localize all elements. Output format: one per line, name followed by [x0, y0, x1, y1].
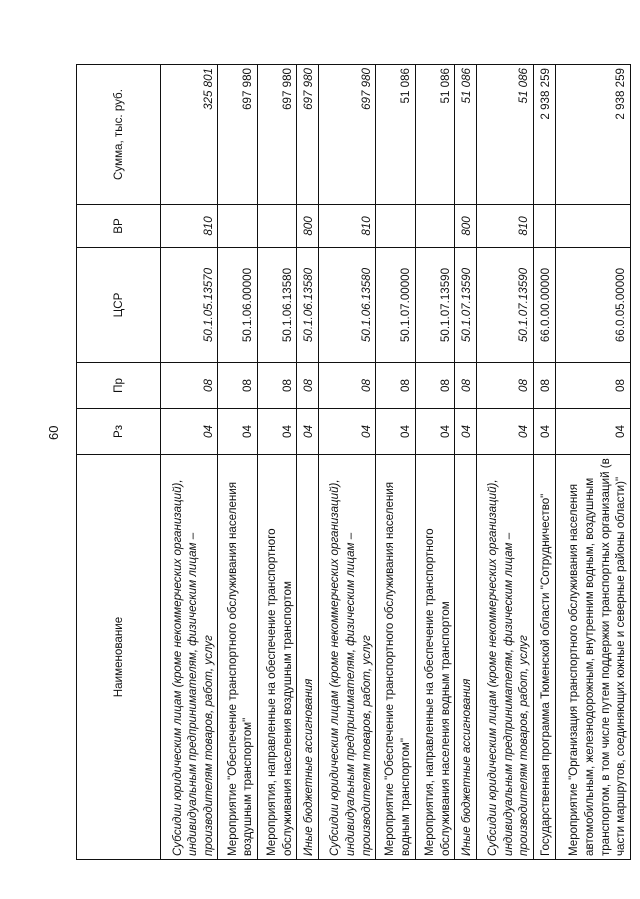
cell-name: Мероприятие "Организация транспортного обслуживания населения автомобильным, железнодорожным, внутренним водным, воздушным транспортом, в том числе путем поддержки транспортных организаций (в части маршрутов, соединяющих южные и северные районы области)" [555, 455, 630, 860]
cell-name: Мероприятие "Обеспечение транспортного обслуживания населения водным транспортом" [376, 455, 415, 860]
cell-csr: 50.1.07.13590 [415, 248, 454, 363]
cell-rz: 04 [534, 409, 555, 455]
cell-rz: 04 [218, 409, 257, 455]
table-header-row [77, 65, 161, 860]
cell-sum: 2 938 259 [555, 65, 630, 205]
cell-pr: 08 [297, 363, 318, 409]
cell-vr: 810 [476, 205, 533, 248]
cell-vr [534, 205, 555, 248]
cell-pr: 08 [161, 363, 218, 409]
cell-sum: 2 938 259 [534, 65, 555, 205]
cell-vr: 810 [318, 205, 375, 248]
cell-pr: 08 [476, 363, 533, 409]
cell-csr: 66.0.00.00000 [534, 248, 555, 363]
table-row [376, 65, 415, 860]
cell-pr: 08 [218, 363, 257, 409]
cell-pr: 08 [318, 363, 375, 409]
cell-rz: 04 [415, 409, 454, 455]
cell-csr: 50.1.06.13580 [257, 248, 296, 363]
budget-table [76, 64, 631, 860]
cell-sum: 697 980 [257, 65, 296, 205]
cell-csr: 50.1.07.13590 [476, 248, 533, 363]
table-row [555, 65, 630, 860]
cell-rz: 04 [257, 409, 296, 455]
cell-csr: 50.1.05.13570 [161, 248, 218, 363]
cell-vr [376, 205, 415, 248]
cell-csr: 50.1.06.13580 [318, 248, 375, 363]
cell-rz: 04 [318, 409, 375, 455]
cell-rz: 04 [161, 409, 218, 455]
cell-sum: 51 086 [415, 65, 454, 205]
header-csr: ЦСР [77, 248, 161, 363]
table-row [455, 65, 476, 860]
cell-csr: 50.1.07.00000 [376, 248, 415, 363]
header-pr: Пр [77, 363, 161, 409]
cell-pr: 08 [376, 363, 415, 409]
cell-sum: 51 086 [376, 65, 415, 205]
table-row [297, 65, 318, 860]
cell-name: Мероприятия, направленные на обеспечение транспортного обслуживания населения воздушным транспортом [257, 455, 296, 860]
cell-rz: 04 [297, 409, 318, 455]
table-row [161, 65, 218, 860]
cell-vr [415, 205, 454, 248]
cell-name: Субсидии юридическим лицам (кроме некоммерческих организаций), индивидуальным предпринимателям, физическим лицам – производителям товаров, работ, услуг [161, 455, 218, 860]
cell-name: Иные бюджетные ассигнования [455, 455, 476, 860]
cell-pr: 08 [415, 363, 454, 409]
cell-csr: 50.1.07.13590 [455, 248, 476, 363]
cell-sum: 697 980 [318, 65, 375, 205]
page-number: 60 [46, 425, 61, 440]
rotated-table-container [76, 65, 631, 860]
cell-rz: 04 [376, 409, 415, 455]
table-row [257, 65, 296, 860]
header-sum: Сумма, тыс. руб. [77, 65, 161, 205]
cell-name: Иные бюджетные ассигнования [297, 455, 318, 860]
table-row [318, 65, 375, 860]
cell-csr: 50.1.06.00000 [218, 248, 257, 363]
cell-sum: 325 801 [161, 65, 218, 205]
cell-rz: 04 [476, 409, 533, 455]
cell-vr [555, 205, 630, 248]
cell-rz: 04 [555, 409, 630, 455]
header-rz: Рз [77, 409, 161, 455]
header-name: Наименование [77, 455, 161, 860]
cell-vr [218, 205, 257, 248]
cell-csr: 50.1.06.13580 [297, 248, 318, 363]
cell-name: Государственная программа Тюменской области "Сотрудничество" [534, 455, 555, 860]
cell-pr: 08 [555, 363, 630, 409]
cell-sum: 51 086 [455, 65, 476, 205]
cell-vr: 800 [455, 205, 476, 248]
cell-sum: 697 980 [218, 65, 257, 205]
cell-pr: 08 [257, 363, 296, 409]
cell-sum: 51 086 [476, 65, 533, 205]
table-row [415, 65, 454, 860]
cell-rz: 04 [455, 409, 476, 455]
cell-pr: 08 [534, 363, 555, 409]
header-vr: ВР [77, 205, 161, 248]
cell-vr [257, 205, 296, 248]
cell-name: Мероприятия, направленные на обеспечение транспортного обслуживания населения водным транспортом [415, 455, 454, 860]
cell-name: Субсидии юридическим лицам (кроме некоммерческих организаций), индивидуальным предпринимателям, физическим лицам – производителям товаров, работ, услуг [318, 455, 375, 860]
table-row [476, 65, 533, 860]
cell-csr: 66.0.05.00000 [555, 248, 630, 363]
cell-vr: 810 [161, 205, 218, 248]
cell-vr: 800 [297, 205, 318, 248]
table-row [534, 65, 555, 860]
table-row [218, 65, 257, 860]
cell-sum: 697 980 [297, 65, 318, 205]
cell-name: Субсидии юридическим лицам (кроме некоммерческих организаций), индивидуальным предпринимателям, физическим лицам – производителям товаров, работ, услуг [476, 455, 533, 860]
cell-pr: 08 [455, 363, 476, 409]
cell-name: Мероприятие "Обеспечение транспортного обслуживания населения воздушным транспортом" [218, 455, 257, 860]
